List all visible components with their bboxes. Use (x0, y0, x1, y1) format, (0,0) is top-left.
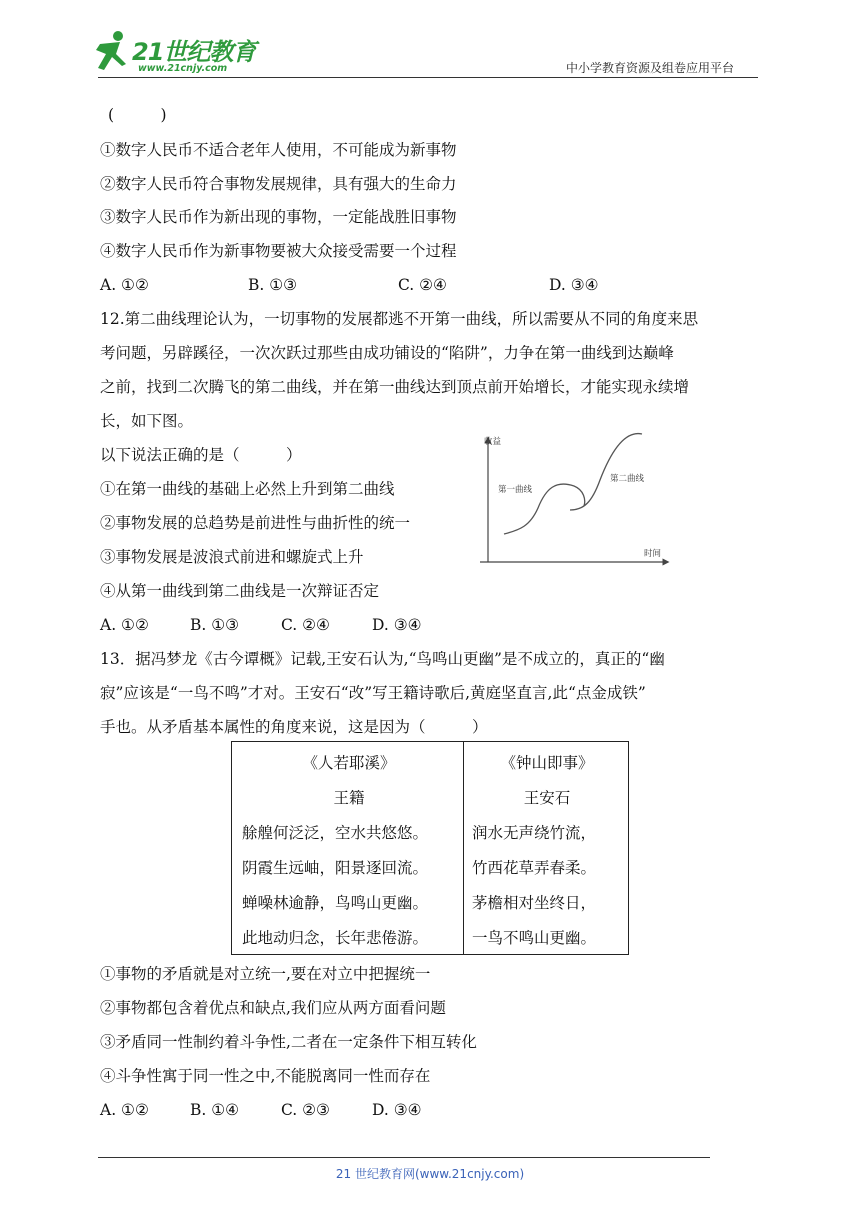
poem-left-author: 王籍 (333, 789, 365, 807)
q13-stem-line-1: 13．据冯梦龙《古今谭概》记载,王安石认为,“鸟鸣山更幽”是不成立的，真正的“幽 (100, 650, 665, 668)
q11-option-4: ④数字人民币作为新事物要被大众接受需要一个过程 (100, 242, 457, 260)
q12-choice-c: C. ②④ (281, 616, 330, 634)
q13-option-1: ①事物的矛盾就是对立统一,要在对立中把握统一 (100, 965, 431, 983)
poem-table-divider (463, 742, 464, 954)
q13-choice-c: C. ②③ (281, 1101, 330, 1119)
q11-choice-d: D. ③④ (549, 276, 599, 294)
q11-option-3: ③数字人民币作为新出现的事物，一定能战胜旧事物 (100, 208, 457, 226)
poem-right-title: 《钟山即事》 (500, 754, 594, 772)
poem-right-author: 王安石 (523, 789, 571, 807)
poem-right-line-3: 茅檐相对坐终日， (472, 894, 597, 912)
footer-divider (98, 1157, 710, 1158)
q11-stem-tail: ( ) (108, 106, 167, 124)
poem-left (242, 746, 456, 956)
curve2-label: 第二曲线 (610, 474, 645, 484)
q13-option-4: ④斗争性寓于同一性之中,不能脱离同一性而存在 (100, 1067, 431, 1085)
q12-choice-a: A. ①② (100, 616, 149, 634)
logo-main-text: 21世纪教育 (132, 38, 256, 66)
q12-stem-line-1: 12.第二曲线理论认为，一切事物的发展都逃不开第一曲线，所以需要从不同的角度来思 (100, 310, 699, 328)
q12-option-4: ④从第一曲线到第二曲线是一次辩证否定 (100, 582, 380, 600)
poem-left-line-4: 此地动归念，长年悲倦游。 (242, 929, 429, 947)
runner-logo-icon (92, 30, 132, 74)
logo-url-text: www.21cnjy.com (138, 63, 228, 74)
q12-option-3: ③事物发展是波浪式前进和螺旋式上升 (100, 548, 364, 566)
q13-choice-b: B. ①④ (190, 1101, 240, 1119)
second-curve-figure (476, 430, 672, 572)
q12-stem-line-2: 考问题，另辟蹊径，一次次跃过那些由成功铺设的“陷阱”，力争在第一曲线到达巅峰 (100, 344, 674, 362)
q12-option-1: ①在第一曲线的基础上必然上升到第二曲线 (100, 480, 395, 498)
poem-right-line-2: 竹西花草弄春柔。 (472, 859, 597, 877)
q12-stem-line-3: 之前，找到二次腾飞的第二曲线，并在第一曲线达到顶点前开始增长，才能实现永续增 (100, 378, 690, 396)
q13-stem-line-2: 寂”应该是“一鸟不鸣”才对。王安石“改”写王籍诗歌后,黄庭坚直言,此“点金成铁” (100, 684, 646, 702)
q11-choice-b: B. ①③ (248, 276, 298, 294)
header-divider (98, 77, 758, 78)
q13-option-3: ③矛盾同一性制约着斗争性,二者在一定条件下相互转化 (100, 1033, 477, 1051)
q12-option-2: ②事物发展的总趋势是前进性与曲折性的统一 (100, 514, 411, 532)
poem-right-line-4: 一鸟不鸣山更幽。 (472, 929, 597, 947)
poem-comparison-table (231, 741, 629, 955)
q11-option-2: ②数字人民币符合事物发展规律，具有强大的生命力 (100, 175, 457, 193)
curve1-label: 第一曲线 (498, 485, 533, 495)
q12-choice-b: B. ①③ (190, 616, 240, 634)
logo (92, 26, 262, 78)
q12-prompt: 以下说法正确的是（ ） (100, 446, 302, 464)
poem-right-line-1: 润水无声绕竹流， (472, 824, 597, 842)
x-axis-label: 时间 (644, 549, 662, 559)
footer-link[interactable]: 21 世纪教育网(www.21cnjy.com) (335, 1167, 525, 1181)
q13-option-2: ②事物都包含着优点和缺点,我们应从两方面看问题 (100, 999, 446, 1017)
poem-left-title: 《人若耶溪》 (302, 754, 396, 772)
poem-right (472, 746, 622, 956)
y-axis-label: 收益 (484, 437, 502, 447)
q13-choice-a: A. ①② (100, 1101, 149, 1119)
q11-option-1: ①数字人民币不适合老年人使用，不可能成为新事物 (100, 141, 457, 159)
q13-stem-line-3: 手也。从矛盾基本属性的角度来说，这是因为（ ） (100, 718, 488, 736)
poem-left-line-2: 阴霞生远岫，阳景逐回流。 (242, 859, 429, 877)
q12-stem-line-4: 长，如下图。 (100, 412, 194, 430)
site-tagline: 中小学教育资源及组卷应用平台 (566, 61, 735, 75)
q11-choice-a: A. ①② (100, 276, 149, 294)
q13-choice-d: D. ③④ (372, 1101, 422, 1119)
poem-left-line-3: 蝉噪林逾静，鸟鸣山更幽。 (242, 894, 429, 912)
poem-left-line-1: 艅艎何泛泛，空水共悠悠。 (242, 824, 429, 842)
q12-choice-d: D. ③④ (372, 616, 422, 634)
second-curve (570, 434, 642, 510)
second-curve-diagram (476, 430, 672, 572)
q11-choice-c: C. ②④ (398, 276, 447, 294)
